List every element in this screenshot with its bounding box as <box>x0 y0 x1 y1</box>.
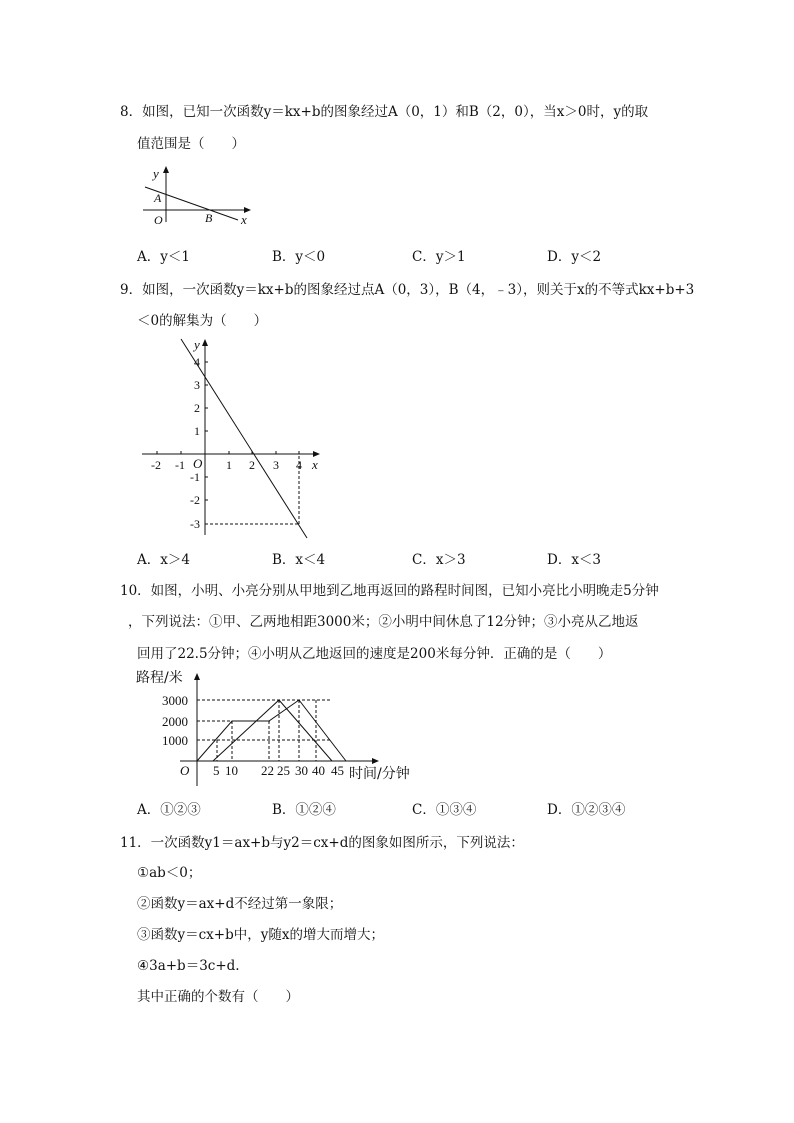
q11-question-prompt: 其中正确的个数有（ ） <box>137 989 299 1005</box>
q10-origin: O <box>180 763 190 778</box>
q10-stem-line3: 回用了22.5分钟；④小明从乙地返回的速度是200米每分钟．正确的是（ ） <box>137 646 612 662</box>
q9-option-a[interactable]: A．x＞4 <box>137 552 190 568</box>
q10-option-a[interactable]: A．①②③ <box>137 802 201 818</box>
q10-ytick-1000: 1000 <box>162 733 188 748</box>
q9-option-b[interactable]: B．x＜4 <box>272 552 326 568</box>
q9-x-label: x <box>312 457 318 472</box>
q9-ytick-4: 4 <box>194 355 200 369</box>
q9-xtick-neg2: -2 <box>151 458 161 472</box>
q8-option-d[interactable]: D．y＜2 <box>547 249 602 265</box>
q10-xtick-10: 10 <box>225 763 238 778</box>
q10-x-label: 时间/分钟 <box>349 766 410 782</box>
q11-item-1: ①ab＜0； <box>137 865 202 881</box>
q10-xtick-22: 22 <box>261 763 274 778</box>
q8-origin: O <box>154 213 163 227</box>
q8-stem-line2: 值范围是（ ） <box>137 136 245 152</box>
q8-stem-line1: 8．如图，已知一次函数y＝kx+b的图象经过A（0，1）和B（2，0），当x＞0时，y的取 <box>120 104 649 120</box>
q10-xtick-5: 5 <box>213 763 220 778</box>
q9-stem-line1: 9．如图，一次函数y＝kx+b的图象经过点A（0，3），B（4，﹣3），则关于x的不等式kx+b+3 <box>120 282 695 298</box>
q10-ytick-2000: 2000 <box>162 714 188 729</box>
q9-ytick-neg2: -2 <box>190 493 200 507</box>
q10-stem-line1: 10．如图，小明、小亮分别从甲地到乙地再返回的路程时间图，已知小亮比小明晚走5分钟 <box>120 583 659 599</box>
q9-xtick-neg1: -1 <box>175 458 185 472</box>
q9-graph <box>137 335 337 540</box>
q9-y-label: y <box>194 337 200 352</box>
q8-y-label: y <box>153 166 159 181</box>
q9-ytick-neg3: -3 <box>190 517 200 531</box>
q9-ytick-3: 3 <box>194 378 200 392</box>
q10-option-d[interactable]: D．①②③④ <box>547 802 626 818</box>
q9-xtick-2: 2 <box>249 458 255 472</box>
q8-option-b[interactable]: B．y＜0 <box>272 249 326 265</box>
q10-y-label: 路程/米 <box>136 670 183 686</box>
q9-xtick-3: 3 <box>273 458 279 472</box>
q8-option-c[interactable]: C．y＞1 <box>412 249 466 265</box>
q10-xtick-40: 40 <box>312 763 325 778</box>
q9-xtick-1: 1 <box>226 458 232 472</box>
q9-ytick-neg1: -1 <box>190 470 200 484</box>
q9-ytick-1: 1 <box>194 424 200 438</box>
q10-option-b[interactable]: B．①②④ <box>272 802 336 818</box>
q8-option-a[interactable]: A．y＜1 <box>137 249 190 265</box>
q8-point-B: B <box>205 211 213 225</box>
q10-stem-line2: ，下列说法：①甲、乙两地相距3000米；②小明中间休息了12分钟；③小亮从乙地返 <box>128 614 639 630</box>
q9-stem-line2: ＜0的解集为（ ） <box>137 313 268 329</box>
q10-xtick-45: 45 <box>331 763 344 778</box>
q9-origin: O <box>193 456 203 471</box>
q10-ytick-3000: 3000 <box>162 693 188 708</box>
q9-option-c[interactable]: C．x＞3 <box>412 552 466 568</box>
q9-ytick-2: 2 <box>194 401 200 415</box>
q11-item-2: ②函数y＝ax+d不经过第一象限； <box>137 896 343 912</box>
q10-graph <box>135 668 435 788</box>
q11-stem-line1: 11．一次函数y1＝ax+b与y2＝cx+d的图象如图所示，下列说法： <box>120 835 524 851</box>
q9-option-d[interactable]: D．x＜3 <box>547 552 602 568</box>
q8-graph <box>135 162 265 237</box>
q10-xtick-25: 25 <box>277 763 290 778</box>
q11-item-3: ③函数y＝cx+b中，y随x的增大而增大； <box>137 927 384 943</box>
q8-x-label: x <box>241 212 247 227</box>
q10-option-c[interactable]: C．①③④ <box>412 802 477 818</box>
q11-item-4: ④3a+b＝3c+d. <box>137 958 240 974</box>
q10-xtick-30: 30 <box>295 763 308 778</box>
q8-point-A: A <box>154 191 162 205</box>
q9-xtick-4: 4 <box>296 458 302 472</box>
